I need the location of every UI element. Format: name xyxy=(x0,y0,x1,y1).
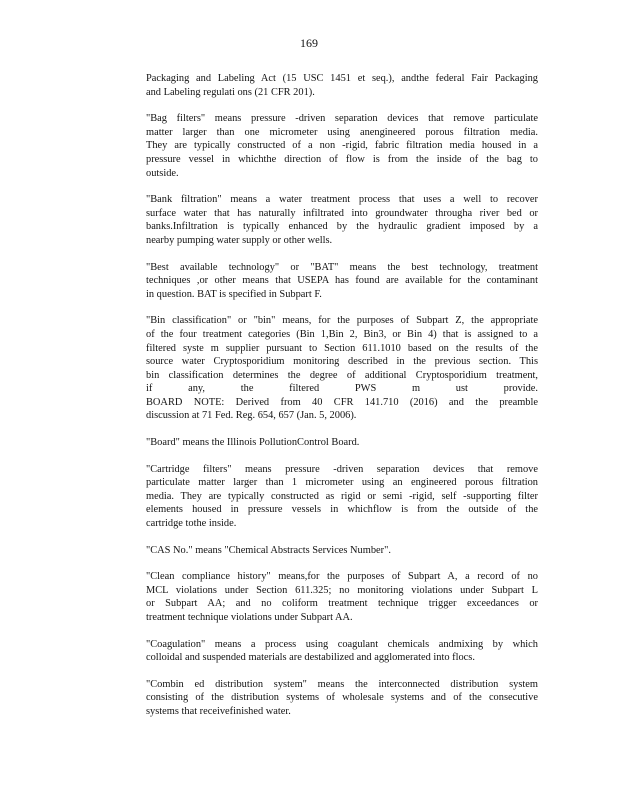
text-line: MCL violations under Section 611.325; no monitoring violations under Subpart L xyxy=(146,584,538,596)
definition-paragraph xyxy=(146,463,538,531)
text-line: discussion at 71 Fed. Reg. 654, 657 (Jan. 5, 2006). xyxy=(146,410,357,422)
definition-paragraph xyxy=(146,544,538,558)
text-line: bin classification determines the degree of additional Cryptosporidium treatment, xyxy=(146,369,538,381)
definition-paragraph xyxy=(146,72,538,99)
text-line: techniques ,or other means that USEPA has found are available for the contaminant xyxy=(146,275,538,287)
definition-paragraph xyxy=(146,261,538,302)
text-line: "Bag filters" means pressure -driven separation devices that remove particulate xyxy=(146,113,538,125)
text-line: matter larger than one micrometer using anengineered porous filtration media. xyxy=(146,126,538,138)
text-line: They are typically constructed of a non -rigid, fabric filtration media housed in a xyxy=(146,140,538,152)
text-line: particulate matter larger than 1 micrometer using an engineered porous filtration xyxy=(146,477,538,489)
text-line: nearby pumping water supply or other wells. xyxy=(146,234,333,246)
definition-paragraph xyxy=(146,436,538,450)
text-line: in question. BAT is specified in Subpart F. xyxy=(146,288,322,300)
text-line: BOARD NOTE: Derived from 40 CFR 141.710 (2016) and the preamble xyxy=(146,396,538,408)
text-line: of the four treatment categories (Bin 1,Bin 2, Bin3, or Bin 4) that is assigned to a xyxy=(146,328,538,340)
text-line: "Combin ed distribution system" means the interconnected distribution system xyxy=(146,678,538,690)
text-line: and Labeling regulati ons (21 CFR 201). xyxy=(146,86,315,98)
text-line: "Best available technology" or "BAT" means the best technology, treatment xyxy=(146,261,538,273)
definition-paragraph xyxy=(146,112,538,180)
text-line: colloidal and suspended materials are destabilized and agglomerated into flocs. xyxy=(146,652,475,664)
document-body xyxy=(146,72,538,732)
text-line: systems that receivefinished water. xyxy=(146,705,291,717)
text-line: "Bin classification" or "bin" means, for the purposes of Subpart Z, the appropriate xyxy=(146,315,538,327)
definition-paragraph xyxy=(146,193,538,247)
text-line: pressure vessel in whichthe direction of flow is from the inside of the bag to xyxy=(146,153,538,165)
text-line: elements housed in pressure vessels in whichflow is from the outside of the xyxy=(146,504,538,516)
definition-paragraph xyxy=(146,570,538,624)
text-line: consisting of the distribution systems of wholesale systems and of the consecutive xyxy=(146,692,538,704)
text-line: "Board" means the Illinois PollutionControl Board. xyxy=(146,437,360,449)
text-line: "Bank filtration" means a water treatment process that uses a well to recover xyxy=(146,194,538,206)
definition-paragraph xyxy=(146,314,538,423)
text-line: filtered syste m supplier pursuant to Section 611.1010 based on the results of the xyxy=(146,342,538,354)
text-line: "CAS No." means "Chemical Abstracts Services Number". xyxy=(146,544,391,556)
text-line: "Cartridge filters" means pressure -driven separation devices that remove xyxy=(146,463,538,475)
text-line: "Coagulation" means a process using coagulant chemicals andmixing by which xyxy=(146,638,538,650)
text-line: if any, the filtered PWS m ust provide. xyxy=(146,383,538,395)
definition-paragraph xyxy=(146,678,538,719)
text-line: outside. xyxy=(146,167,179,179)
text-line: or Subpart AA; and no coliform treatment technique trigger exceedances or xyxy=(146,598,538,610)
text-line: media. They are typically constructed as rigid or semi -rigid, self -supporting filter xyxy=(146,490,538,502)
text-line: "Clean compliance history" means,for the purposes of Subpart A, a record of no xyxy=(146,571,538,583)
text-line: treatment technique violations under Subpart AA. xyxy=(146,612,353,623)
text-line: banks.Infiltration is typically enhanced by the hydraulic gradient imposed by a xyxy=(146,221,538,233)
text-line: cartridge tothe inside. xyxy=(146,518,237,530)
page-number: 169 xyxy=(300,36,318,50)
text-line: source water Cryptosporidium monitoring described in the previous section. This xyxy=(146,356,538,368)
text-line: surface water that has naturally infiltrated into groundwater througha river bed or xyxy=(146,207,538,219)
text-line: Packaging and Labeling Act (15 USC 1451 et seq.), andthe federal Fair Packaging xyxy=(146,73,538,84)
definition-paragraph xyxy=(146,638,538,665)
